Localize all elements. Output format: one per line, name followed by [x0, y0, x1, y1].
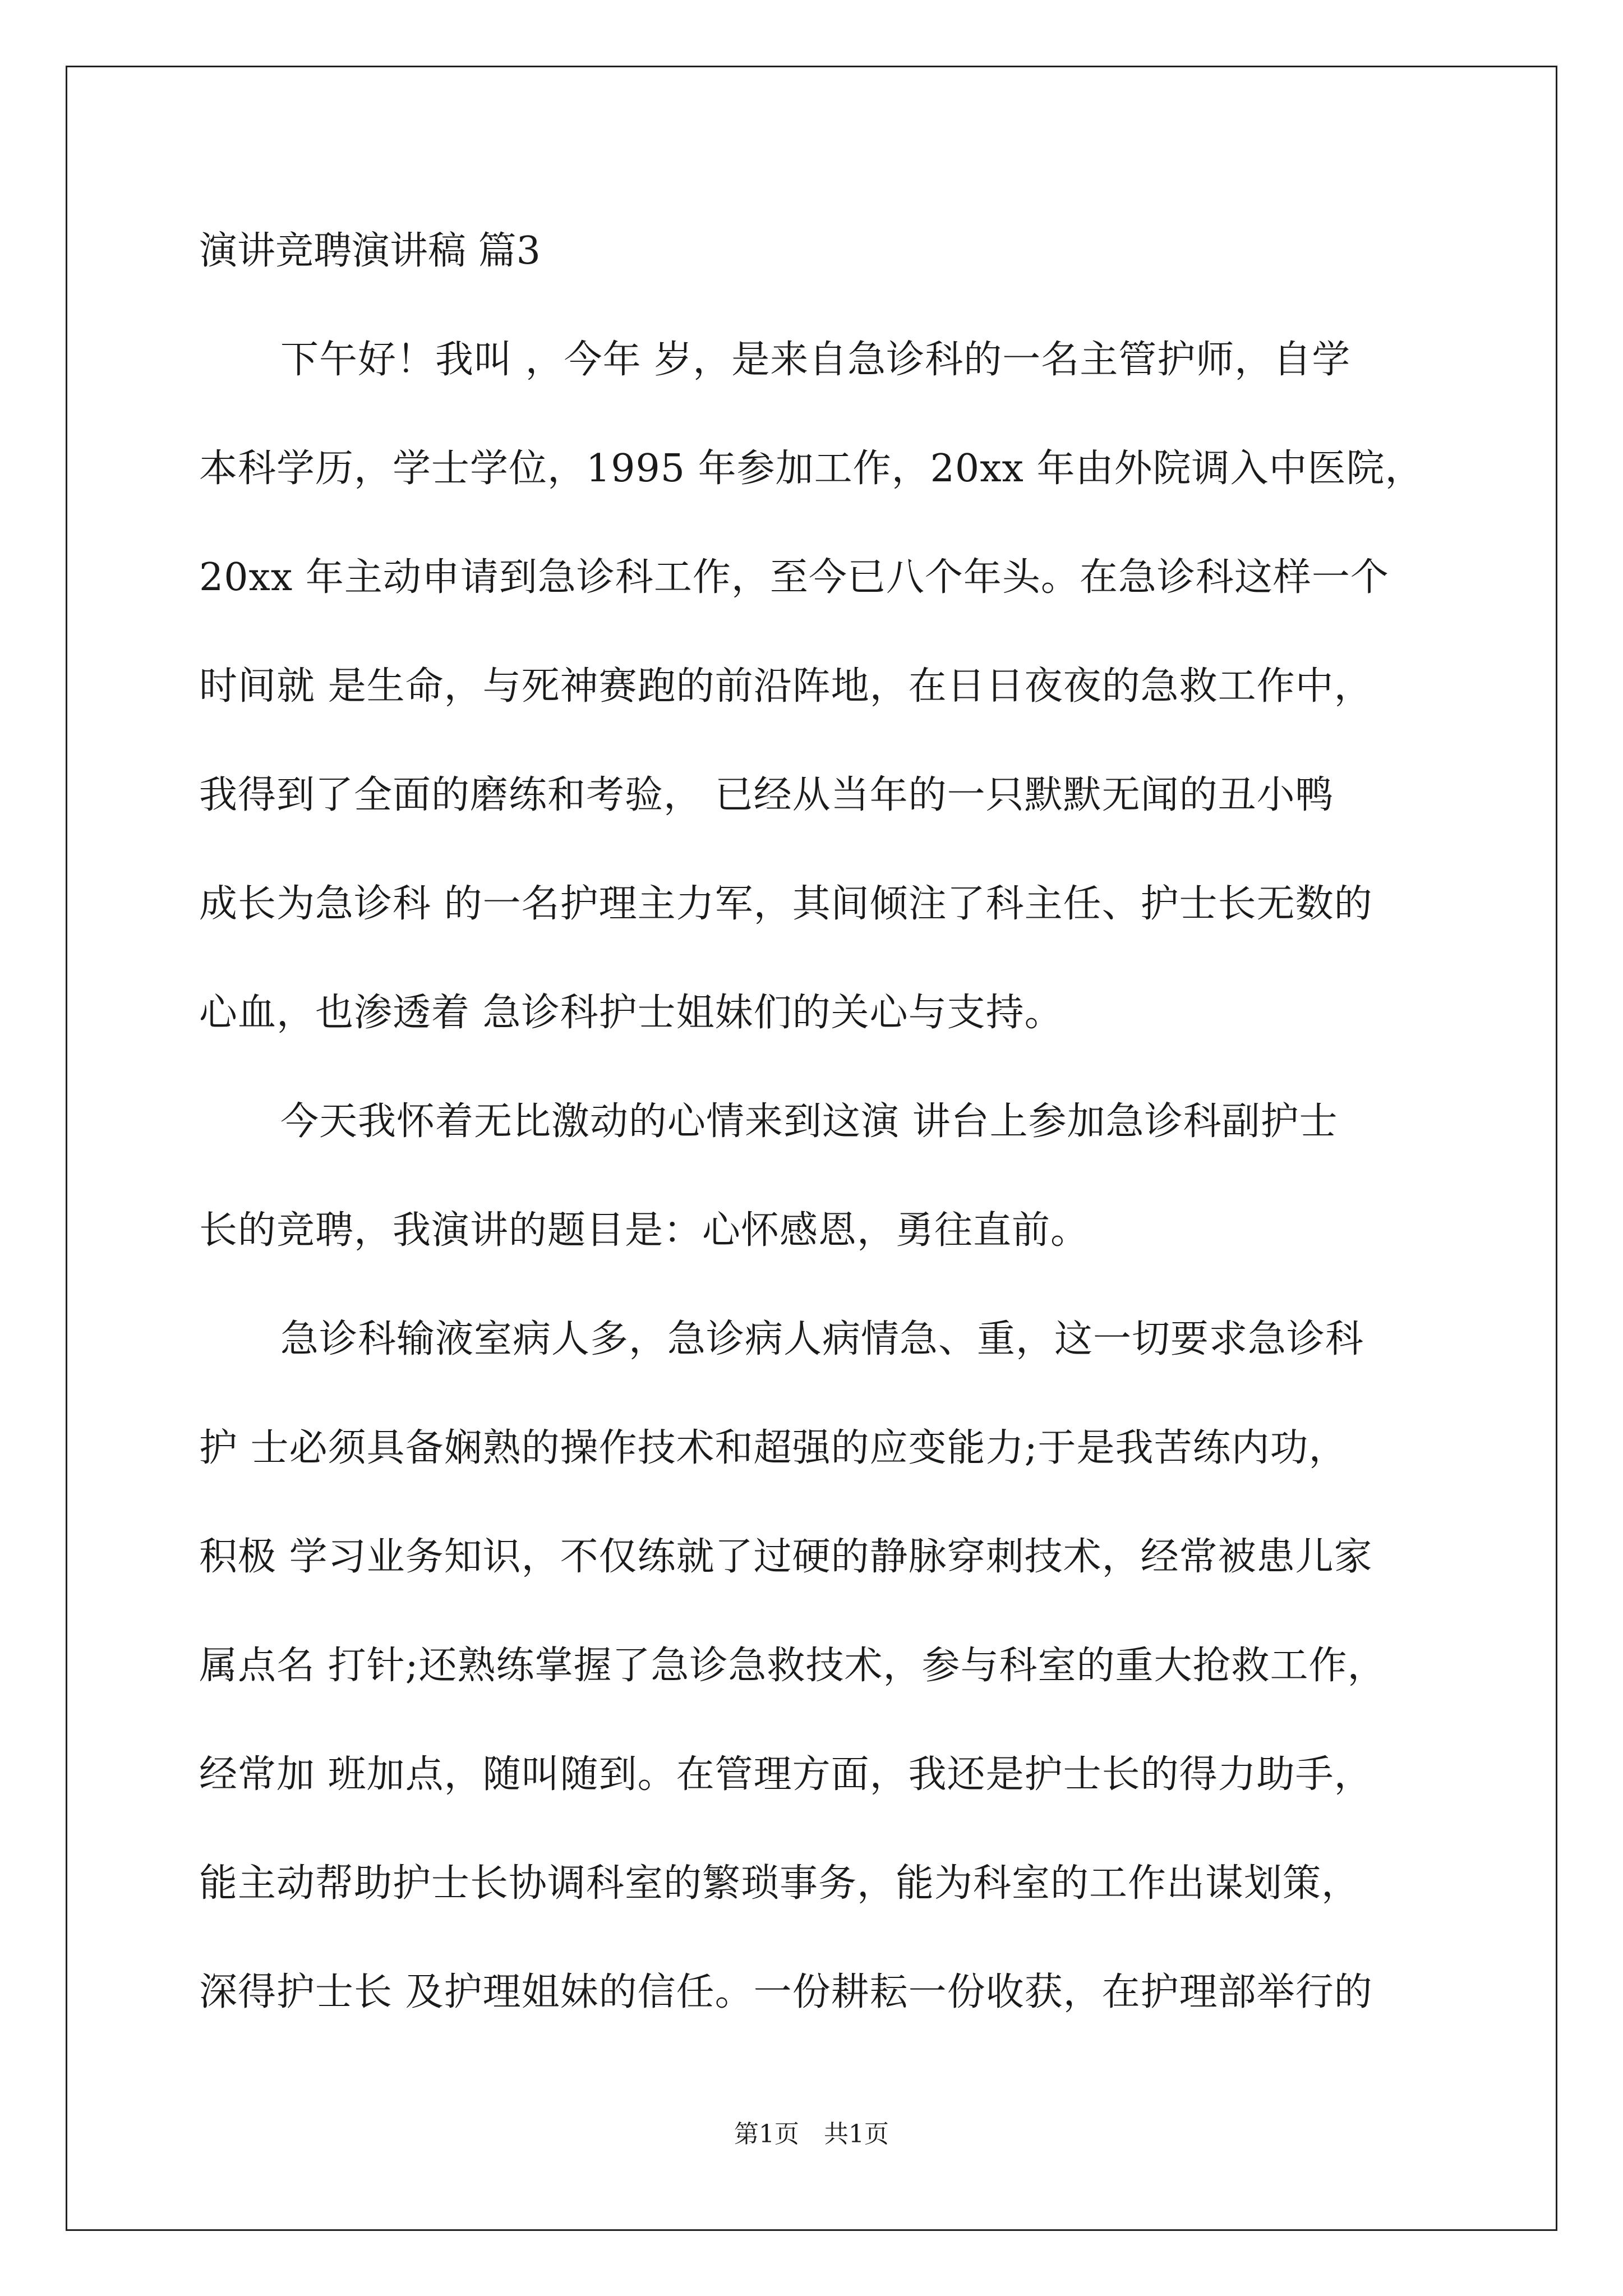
document-title: 演讲竞聘演讲稿 篇3: [199, 229, 541, 273]
paragraph-line: 今天我怀着无比激动的心情来到这演 讲台上参加急诊科副护士: [280, 1099, 1338, 1144]
paragraph-line: 20xx 年主动申请到急诊科工作，至今已八个年头。在急诊科这样一个: [199, 555, 1389, 600]
paragraph-line: 本科学历，学士学位，1995 年参加工作，20xx 年由外院调入中医院，: [199, 447, 1424, 491]
page-footer: 第1页 共1页: [734, 2120, 889, 2148]
paragraph-line: 经常加 班加点，随叫随到。在管理方面，我还是护士长的得力助手，: [199, 1752, 1373, 1797]
paragraph-line: 心血，也渗透着 急诊科护士姐妹们的关心与支持。: [199, 991, 1063, 1035]
paragraph-line: 积极 学习业务知识，不仅练就了过硬的静脉穿刺技术，经常被患儿家: [199, 1535, 1373, 1579]
paragraph-line: 我得到了全面的磨练和考验， 已经从当年的一只默默无闻的丑小鸭: [199, 773, 1334, 817]
paragraph-line: 下午好！我叫 ，今年 岁，是来自急诊科的一名主管护师，自学: [280, 338, 1351, 382]
paragraph-line: 成长为急诊科 的一名护理主力军，其间倾注了科主任、护士长无数的: [199, 882, 1373, 926]
paragraph-line: 能主动帮助护士长协调科室的繁琐事务，能为科室的工作出谋划策，: [199, 1861, 1361, 1906]
paragraph-line: 长的竞聘，我演讲的题目是：心怀感恩，勇往直前。: [199, 1208, 1090, 1253]
paragraph-line: 急诊科输液室病人多，急诊病人病情急、重，这一切要求急诊科: [280, 1317, 1364, 1361]
paragraph-line: 属点名 打针;还熟练掌握了急诊急救技术，参与科室的重大抢救工作，: [199, 1644, 1386, 1688]
paragraph-line: 护 士必须具备娴熟的操作技术和超强的应变能力;于是我苦练内功，: [199, 1426, 1348, 1470]
paragraph-line: 深得护士长 及护理姐妹的信任。一份耕耘一份收获，在护理部举行的: [199, 1970, 1373, 2014]
paragraph-line: 时间就 是生命，与死神赛跑的前沿阵地，在日日夜夜的急救工作中，: [199, 664, 1373, 708]
